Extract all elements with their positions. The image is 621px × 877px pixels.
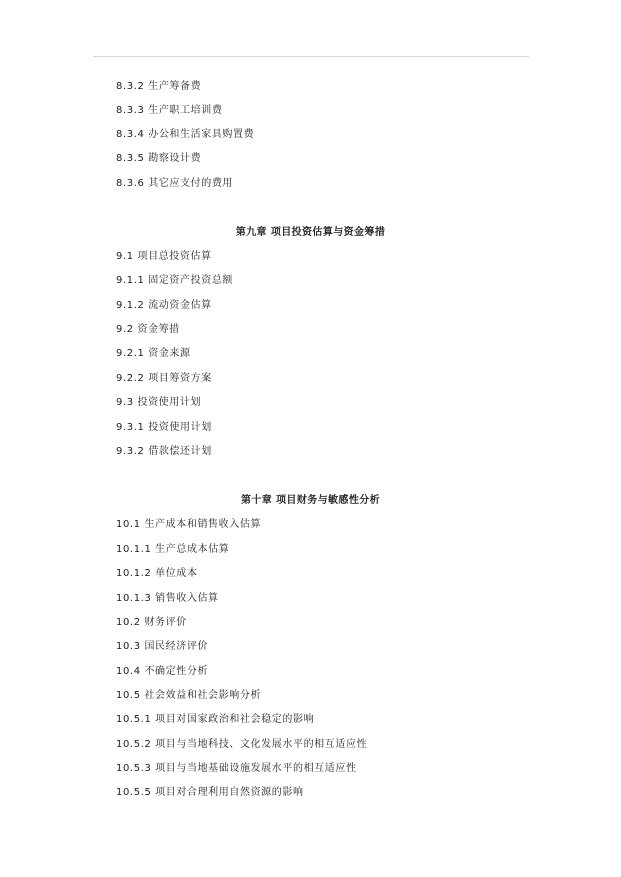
toc-item: 9.3.1 投资使用计划 [116, 422, 212, 433]
toc-item: 10.5.3 项目与当地基础设施发展水平的相互适应性 [116, 763, 357, 774]
toc-item: 10.1.2 单位成本 [116, 568, 198, 579]
toc-item: 8.3.5 勘察设计费 [116, 153, 202, 164]
toc-item: 10.5 社会效益和社会影响分析 [116, 690, 262, 701]
toc-item: 9.3 投资使用计划 [116, 397, 202, 408]
toc-item: 9.1 项目总投资估算 [116, 251, 212, 262]
toc-item: 10.5.2 项目与当地科技、文化发展水平的相互适应性 [116, 739, 368, 750]
toc-item: 10.4 不确定性分析 [116, 666, 209, 677]
toc-item: 8.3.4 办公和生活家具购置费 [116, 129, 255, 140]
toc-item: 9.2.2 项目筹资方案 [116, 373, 212, 384]
toc-item: 9.3.2 借款偿还计划 [116, 446, 212, 457]
toc-item: 9.2 资金筹措 [116, 324, 180, 335]
toc-item: 10.1 生产成本和销售收入估算 [116, 519, 262, 530]
toc-item: 8.3.2 生产筹备费 [116, 81, 202, 92]
chapter-10-title: 第十章 项目财务与敏感性分析 [240, 495, 381, 506]
toc-item: 10.5.5 项目对合理利用自然资源的影响 [116, 787, 304, 798]
toc-item: 10.3 国民经济评价 [116, 641, 209, 652]
toc-item: 9.1.2 流动资金估算 [116, 300, 212, 311]
toc-item: 8.3.3 生产职工培训费 [116, 105, 223, 116]
toc-item: 9.1.1 固定资产投资总额 [116, 275, 234, 286]
toc-item: 9.2.1 资金来源 [116, 348, 191, 359]
toc-item: 10.1.3 销售收入估算 [116, 593, 219, 604]
toc-item: 10.1.1 生产总成本估算 [116, 544, 230, 555]
toc-item: 10.5.1 项目对国家政治和社会稳定的影响 [116, 714, 315, 725]
header-rule [93, 56, 529, 57]
chapter-9-title: 第九章 项目投资估算与资金筹措 [235, 227, 386, 238]
toc-item: 10.2 财务评价 [116, 617, 187, 628]
toc-item: 8.3.6 其它应支付的费用 [116, 178, 234, 189]
